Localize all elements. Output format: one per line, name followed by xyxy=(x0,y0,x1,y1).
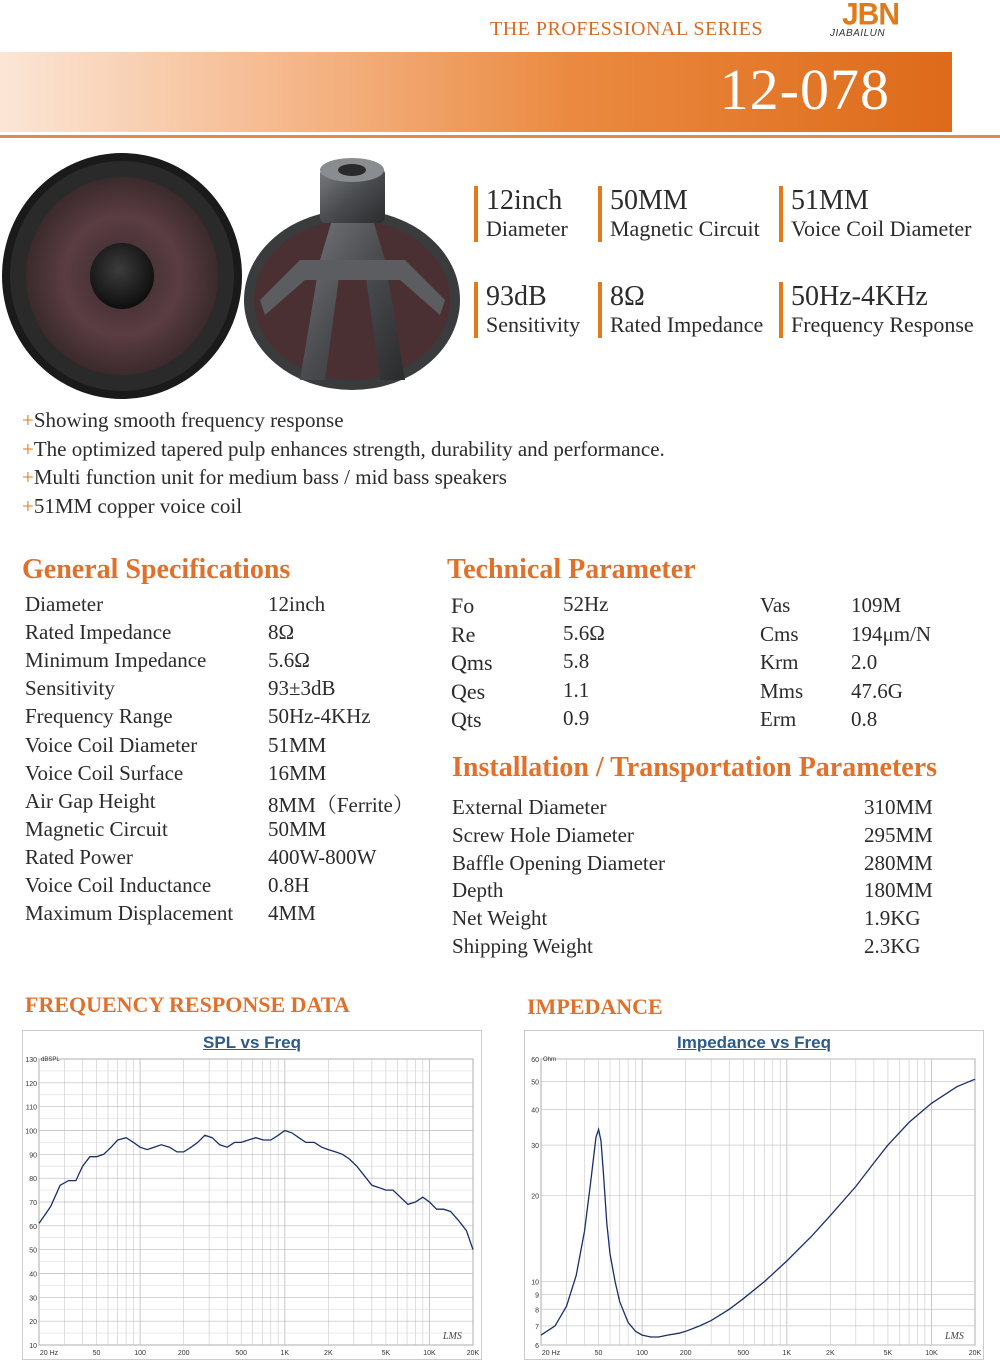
y-tick-label: 90 xyxy=(29,1152,37,1160)
impedance-chart xyxy=(525,1053,983,1357)
x-tick-label: 500 xyxy=(737,1350,750,1357)
y-tick-label: 7 xyxy=(535,1323,539,1331)
param-value: 109M xyxy=(851,593,902,617)
x-tick-label: 5K xyxy=(883,1350,893,1357)
feature-list xyxy=(22,406,665,520)
param-name: Erm xyxy=(760,707,797,731)
install-value: 295MM xyxy=(864,822,933,847)
param-value: 0.8 xyxy=(851,707,878,731)
chart-watermark: LMS xyxy=(945,1331,964,1342)
key-spec-label: Sensitivity xyxy=(486,312,581,337)
x-tick-label: 200 xyxy=(177,1350,190,1357)
spec-value: 5.6Ω xyxy=(268,648,310,673)
spec-label: Sensitivity xyxy=(25,676,115,701)
frequency-response-section-title: FREQUENCY RESPONSE DATA xyxy=(25,992,350,1017)
technical-parameter-table xyxy=(451,593,991,743)
y-tick-label: 20 xyxy=(531,1193,539,1201)
install-value: 1.9KG xyxy=(864,906,921,931)
spec-value: 51MM xyxy=(268,732,327,757)
spec-label: Voice Coil Diameter xyxy=(25,732,198,757)
y-tick-label: 10 xyxy=(531,1279,539,1287)
param-value: 0.9 xyxy=(563,706,590,730)
key-spec-label: Frequency Response xyxy=(791,312,974,337)
feature-item: +Showing smooth frequency response xyxy=(22,408,344,432)
key-spec-frequency-response xyxy=(779,282,974,338)
x-tick-label: 100 xyxy=(134,1350,146,1357)
impedance-chart-title: Impedance vs Freq xyxy=(676,1033,831,1052)
spec-label: Air Gap Height xyxy=(25,788,156,813)
x-tick-label: 2K xyxy=(826,1350,835,1357)
param-value: 194μm/N xyxy=(851,621,932,646)
x-tick-label: 100 xyxy=(636,1350,648,1357)
install-label: Screw Hole Diameter xyxy=(452,822,634,847)
install-value: 180MM xyxy=(864,878,933,903)
spec-value: 0.8H xyxy=(268,873,310,897)
x-tick-label: 500 xyxy=(235,1350,248,1357)
brand-logo-subtext: JIABAILUN xyxy=(830,28,886,39)
x-tick-label: 20 Hz xyxy=(39,1350,59,1357)
x-tick-label: 2K xyxy=(324,1350,333,1357)
param-value: 47.6G xyxy=(851,678,903,703)
y-tick-label: 40 xyxy=(531,1107,539,1115)
y-tick-label: 130 xyxy=(25,1057,37,1064)
plot-area xyxy=(541,1059,975,1345)
impedance-section-title: IMPEDANCE xyxy=(527,994,663,1019)
param-name: Fo xyxy=(451,593,475,618)
y-axis-label: Ohm xyxy=(543,1057,557,1063)
key-spec-rated-impedance xyxy=(598,282,763,338)
key-spec-label: Rated Impedance xyxy=(610,312,764,337)
install-label: Net Weight xyxy=(452,906,548,931)
param-name: Vas xyxy=(760,593,791,617)
feature-item: +51MM copper voice coil xyxy=(22,493,243,518)
spec-label: Voice Coil Surface xyxy=(25,760,184,785)
spec-label: Diameter xyxy=(25,592,104,616)
x-tick-label: 10K xyxy=(925,1350,938,1357)
spec-label: Voice Coil Inductance xyxy=(25,873,212,897)
x-tick-label: 1K xyxy=(782,1350,792,1357)
y-axis-label: dBSPL xyxy=(41,1057,60,1063)
feature-item: +Multi function unit for medium bass / mid bass speakers xyxy=(22,465,507,489)
feature-item: +The optimized tapered pulp enhances strength, durability and performance. xyxy=(22,436,665,461)
y-tick-label: 40 xyxy=(29,1271,37,1279)
install-label: Baffle Opening Diameter xyxy=(452,850,666,875)
key-spec-diameter xyxy=(474,186,568,242)
spec-value: 93±3dB xyxy=(268,676,336,701)
key-spec-label: Voice Coil Diameter xyxy=(791,216,972,241)
y-tick-label: 60 xyxy=(531,1057,539,1064)
spec-value: 400W-800W xyxy=(268,844,377,869)
y-tick-label: 100 xyxy=(25,1128,37,1136)
y-tick-label: 10 xyxy=(29,1343,37,1350)
y-tick-label: 20 xyxy=(29,1319,37,1327)
install-params-table xyxy=(452,795,992,965)
x-tick-label: 1K xyxy=(280,1350,290,1357)
spec-value: 50Hz-4KHz xyxy=(268,704,371,729)
y-tick-label: 70 xyxy=(29,1200,37,1207)
spec-label: Rated Impedance xyxy=(25,620,172,645)
spec-value: 50MM xyxy=(268,816,327,841)
speaker-front-view xyxy=(2,153,242,399)
param-value: 5.6Ω xyxy=(563,620,605,645)
key-spec-value: 51MM xyxy=(791,185,869,216)
param-value: 52Hz xyxy=(563,592,609,616)
y-tick-label: 9 xyxy=(535,1292,539,1300)
technical-parameter-title: Technical Parameter xyxy=(447,554,696,585)
x-tick-label: 10K xyxy=(423,1350,436,1357)
y-tick-label: 30 xyxy=(29,1295,37,1303)
speaker-product-image xyxy=(0,150,460,400)
general-specs-table xyxy=(25,592,445,932)
key-spec-voice-coil-diameter xyxy=(779,186,971,242)
key-spec-value: 8Ω xyxy=(610,281,645,312)
spec-label: Frequency Range xyxy=(25,704,173,729)
chart-watermark: LMS xyxy=(443,1331,462,1342)
spec-label: Rated Power xyxy=(25,844,133,869)
install-label: Shipping Weight xyxy=(452,934,593,958)
key-spec-magnetic-circuit xyxy=(598,186,760,242)
y-tick-label: 6 xyxy=(535,1343,539,1350)
install-value: 2.3KG xyxy=(864,934,921,958)
spec-value: 8MM（Ferrite） xyxy=(268,792,414,817)
install-label: External Diameter xyxy=(452,795,607,819)
param-name: Qms xyxy=(451,650,493,675)
spl-chart xyxy=(23,1053,481,1357)
model-number: 12-078 xyxy=(719,57,890,122)
install-value: 280MM xyxy=(864,850,933,875)
spl-chart-title: SPL vs Freq xyxy=(203,1033,301,1052)
key-spec-label: Magnetic Circuit xyxy=(610,216,760,241)
key-spec-label: Diameter xyxy=(486,216,568,241)
y-tick-label: 50 xyxy=(531,1079,539,1087)
param-name: Re xyxy=(451,621,476,647)
key-spec-value: 50Hz-4KHz xyxy=(791,281,928,312)
param-name: Krm xyxy=(760,650,799,674)
brand-logo xyxy=(830,0,910,44)
x-tick-label: 50 xyxy=(594,1350,603,1357)
spec-label: Maximum Displacement xyxy=(25,901,234,926)
spec-value: 12inch xyxy=(268,592,326,616)
install-label: Depth xyxy=(452,878,504,903)
param-name: Qes xyxy=(451,678,486,704)
spec-label: Magnetic Circuit xyxy=(25,816,168,841)
x-tick-label: 50 xyxy=(92,1350,101,1357)
brand-logo-mark: JBN xyxy=(842,0,900,32)
y-tick-label: 120 xyxy=(25,1080,37,1088)
general-specs-title: General Specifications xyxy=(22,554,291,585)
y-tick-label: 50 xyxy=(29,1247,37,1255)
impedance-chart-panel xyxy=(524,1030,984,1360)
banner-divider xyxy=(0,135,1000,138)
param-name: Qts xyxy=(451,707,482,732)
y-tick-label: 8 xyxy=(535,1307,539,1315)
param-name: Mms xyxy=(760,678,804,703)
x-tick-label: 200 xyxy=(679,1350,692,1357)
x-tick-label: 5K xyxy=(381,1350,391,1357)
key-spec-value: 93dB xyxy=(486,281,547,312)
key-spec-value: 50MM xyxy=(610,185,688,216)
y-tick-label: 30 xyxy=(531,1143,539,1151)
y-tick-label: 80 xyxy=(29,1176,37,1184)
install-params-title: Installation / Transportation Parameters xyxy=(452,752,938,783)
spec-value: 16MM xyxy=(268,760,327,785)
y-tick-label: 60 xyxy=(29,1223,37,1231)
x-tick-label: 20 Hz xyxy=(541,1350,561,1357)
param-value: 1.1 xyxy=(563,677,590,702)
spec-label: Minimum Impedance xyxy=(25,648,207,673)
spec-value: 8Ω xyxy=(268,620,295,645)
install-value: 310MM xyxy=(864,795,933,819)
spl-chart-panel xyxy=(22,1030,482,1360)
param-name: Cms xyxy=(760,621,799,646)
param-value: 2.0 xyxy=(851,650,878,674)
spec-value: 4MM xyxy=(268,901,316,926)
key-spec-sensitivity xyxy=(474,282,580,338)
param-value: 5.8 xyxy=(563,649,590,673)
y-tick-label: 110 xyxy=(25,1104,37,1112)
speaker-back-view xyxy=(244,158,460,390)
key-spec-value: 12inch xyxy=(486,185,563,216)
x-tick-label: 20K xyxy=(466,1350,480,1357)
x-tick-label: 20K xyxy=(968,1350,982,1357)
series-title: THE PROFESSIONAL SERIES xyxy=(490,18,764,40)
